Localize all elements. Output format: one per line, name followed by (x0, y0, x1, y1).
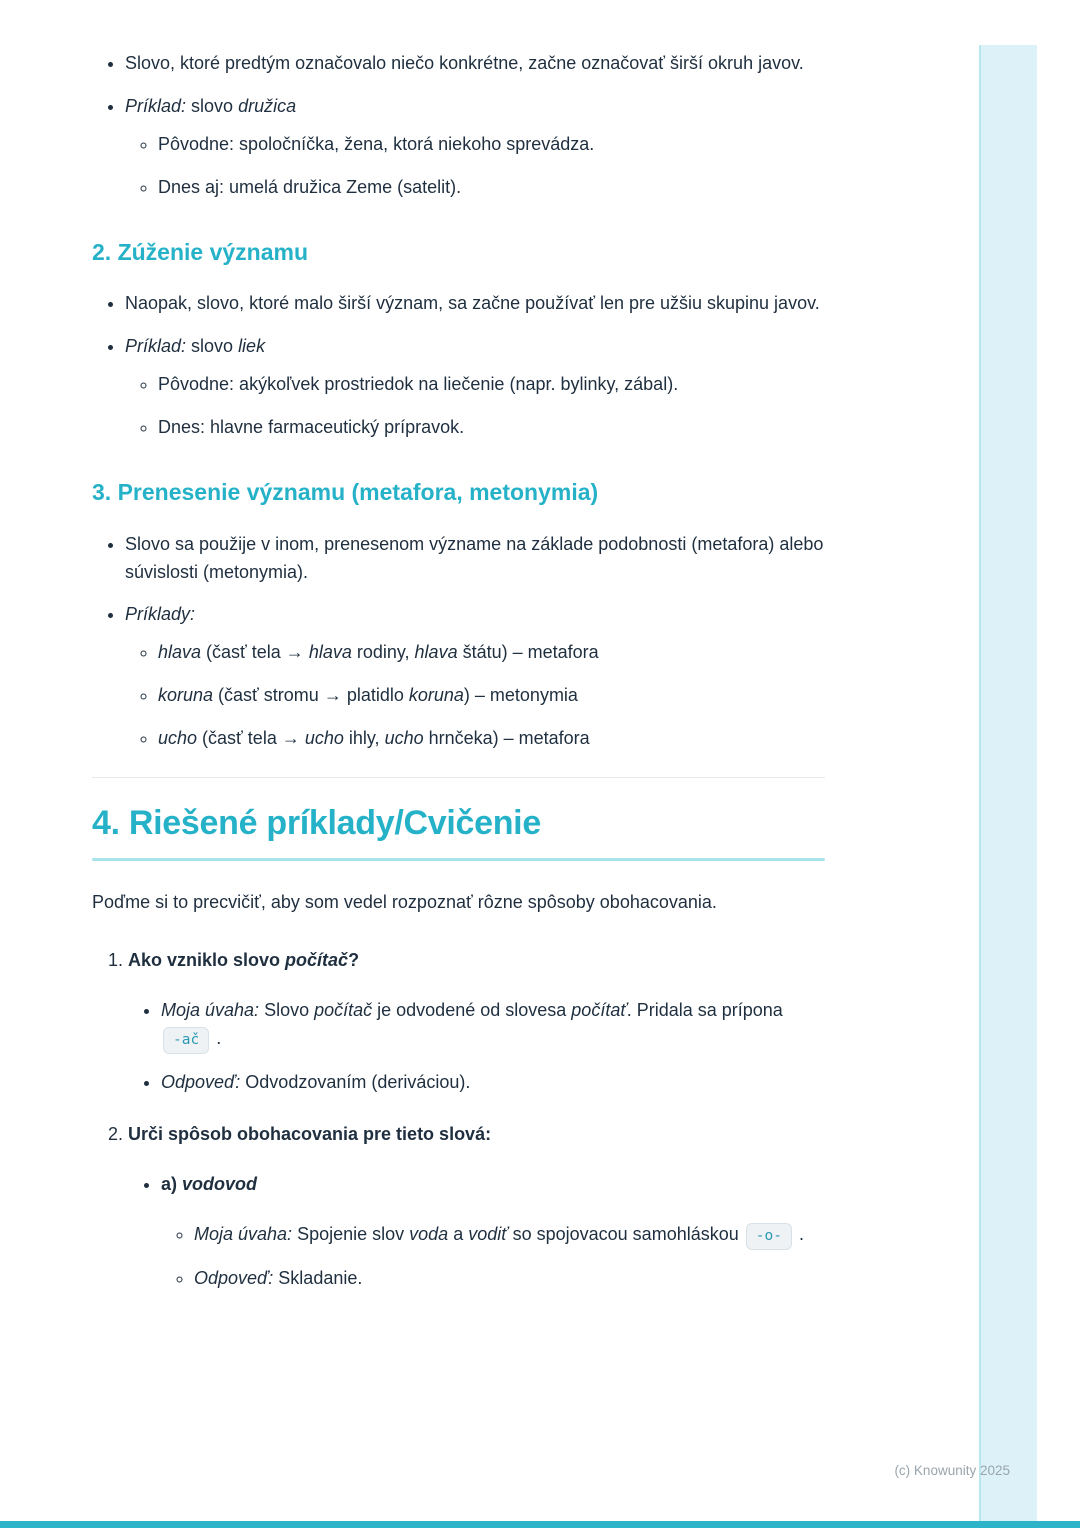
sub-list-item (158, 639, 825, 667)
sub-list-item (158, 371, 825, 399)
list-item-text: Odpoveď: Skladanie. (194, 1267, 363, 1288)
sub-list-item (194, 1221, 825, 1250)
list-item-text: Moja úvaha: Spojenie slov voda a vodiť so spojovacou samohláskou -o- . (194, 1224, 804, 1244)
list-item (161, 997, 825, 1054)
sub-list-item (158, 725, 825, 753)
bullet-list-section-2 (92, 290, 825, 442)
list-item-text: Príklad: slovo liek (125, 336, 266, 357)
list-item-text: Príklad: slovo družica (125, 95, 297, 116)
footer-copyright: (c) Knowunity 2025 (894, 1463, 1010, 1478)
exercise-bullets (128, 1171, 825, 1293)
heading-underline (92, 858, 825, 861)
sub-list-item (158, 131, 825, 159)
section-heading-2: 2. Zúženie významu (92, 238, 309, 265)
list-item (125, 93, 825, 202)
list-item-text: Odpoveď: Odvodzovaním (deriváciou). (161, 1071, 471, 1092)
list-item-text: Príklady: (125, 604, 196, 625)
exercise-list (92, 947, 825, 1292)
bullet-list-top (92, 50, 825, 202)
exercise-item (128, 1121, 825, 1293)
list-item-text: koruna (časť stromu → platidlo koruna) – metonymia (158, 685, 578, 706)
list-item (125, 333, 825, 442)
sub-list-item (158, 682, 825, 710)
intro-paragraph: Poďme si to precvičiť, aby som vedel rozpoznať rôzne spôsoby obohacovania. (92, 892, 717, 913)
bottom-accent-bar (0, 1521, 1080, 1528)
list-item (161, 1171, 825, 1293)
list-item-text: hlava (časť tela → hlava rodiny, hlava štátu) – metafora (158, 642, 599, 663)
sub-list-item (158, 414, 825, 442)
inline-code-badge: -ač (163, 1027, 209, 1054)
sub-list-item (194, 1265, 825, 1293)
section-divider (92, 777, 825, 778)
list-item-text: Dnes: hlavne farmaceutický prípravok. (158, 416, 465, 437)
list-item-text: ucho (časť tela → ucho ihly, ucho hrnčeka) – metafora (158, 728, 590, 749)
list-item-text: Moja úvaha: Slovo počítač je odvodené od slovesa počítať. Pridala sa prípona -ač . (161, 1000, 783, 1048)
exercise-bullets (128, 997, 825, 1097)
sub-list (125, 131, 825, 202)
main-heading: 4. Riešené príklady/Cvičenie (92, 803, 541, 842)
list-item (125, 290, 825, 318)
list-item-text: a) vodovod (161, 1173, 258, 1194)
section-heading-3: 3. Prenesenie významu (metafora, metonymia) (92, 478, 599, 505)
list-item-text: Pôvodne: spoločníčka, žena, ktorá niekoho sprevádza. (158, 133, 595, 154)
list-item-text: Dnes aj: umelá družica Zeme (satelit). (158, 176, 462, 197)
sub-list-item (158, 174, 825, 202)
exercise-title: Urči spôsob obohacovania pre tieto slová: (128, 1123, 492, 1144)
list-item (125, 50, 825, 78)
list-item-text: Pôvodne: akýkoľvek prostriedok na liečenie (napr. bylinky, zábal). (158, 374, 679, 395)
sub-list (125, 371, 825, 442)
list-item-text: Naopak, slovo, ktoré malo širší význam, sa začne používať len pre užšiu skupinu javov. (125, 293, 820, 314)
exercise-title: Ako vzniklo slovo počítač? (128, 950, 360, 971)
inline-code-badge: -o- (746, 1223, 792, 1250)
list-item (125, 601, 825, 753)
list-item (161, 1069, 825, 1097)
exercise-item (128, 947, 825, 1097)
bullet-list-section-3 (92, 531, 825, 753)
sub-list (125, 639, 825, 753)
sub-list (161, 1221, 825, 1293)
list-item-text: Slovo, ktoré predtým označovalo niečo konkrétne, začne označovať širší okruh javov. (125, 53, 804, 73)
list-item-text: Slovo sa použije v inom, prenesenom význame na základe podobnosti (metafora) alebo súvislosti (metonymia). (125, 533, 824, 582)
list-item (125, 531, 825, 587)
